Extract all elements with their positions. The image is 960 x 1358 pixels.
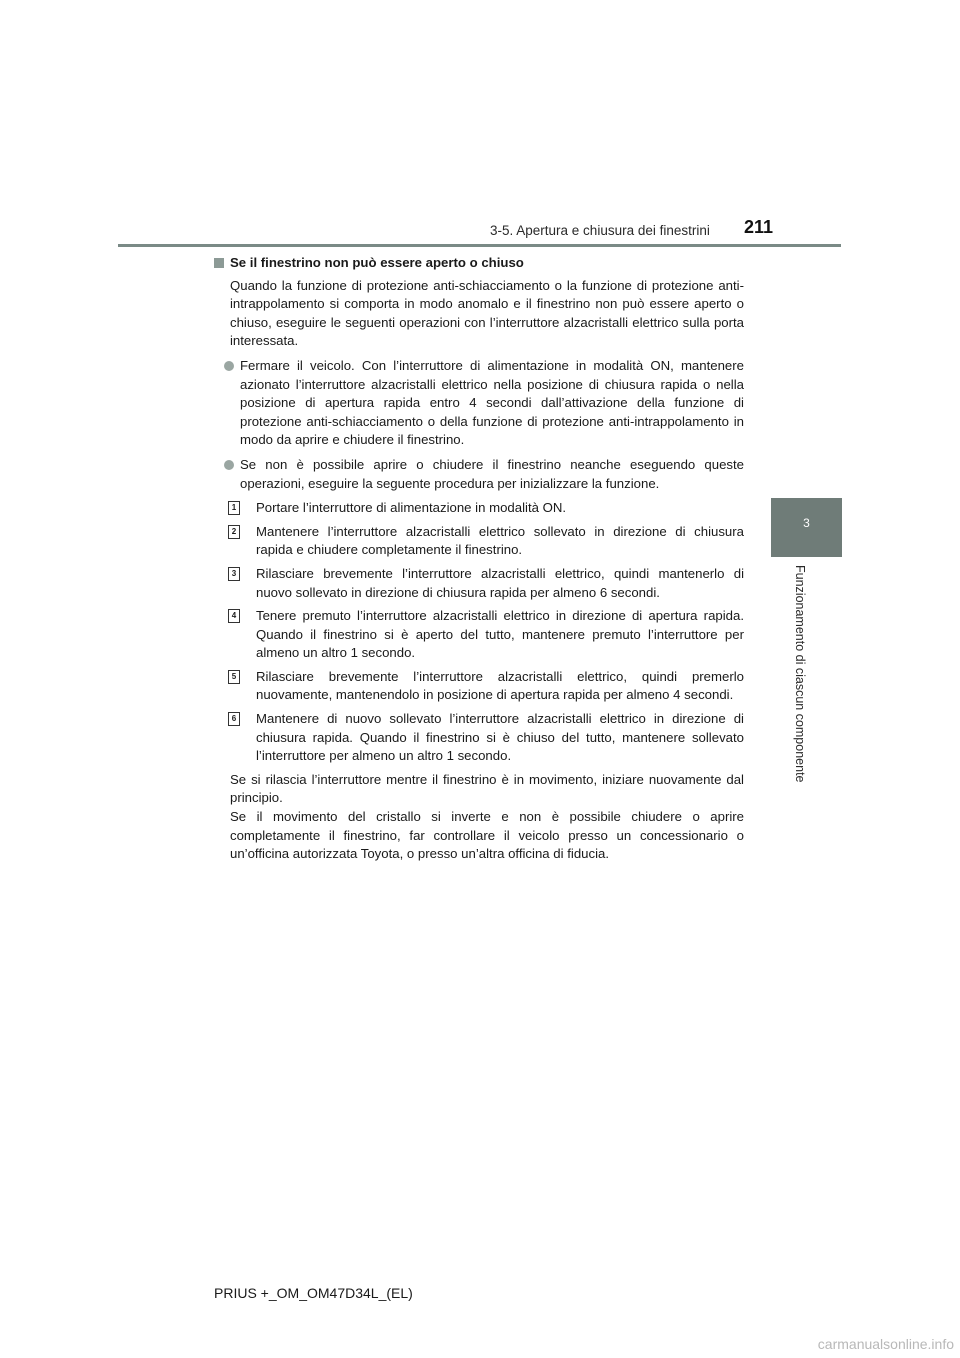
step-item [231, 499, 744, 518]
bullet-item [230, 357, 744, 450]
step-item [231, 523, 744, 560]
step-text: Tenere premuto l’interruttore alzacristalli elettrico in direzione di apertura rapida. Quando il finestrino si è aperto del tutto, mantenere premuto l’interruttore per almeno un altro 1 secondo. [256, 608, 744, 661]
circle-bullet-icon [224, 361, 234, 371]
section-heading [214, 254, 744, 273]
chapter-number: 3 [803, 516, 810, 530]
step-text: Rilasciare brevemente l’interruttore alzacristalli elettrico, quindi mantenerlo di nuovo sollevato in direzione di chiusura rapida per almeno 6 secondi. [256, 565, 744, 600]
bullet-text: Fermare il veicolo. Con l’interruttore di alimentazione in modalità ON, mantenere azionato l’interruttore alzacristalli elettrico nella posizione di chiusura rapida o nella posizione di apertura rapida entro 4 secondi dall’attivazione della funzione di protezione anti-schiacciamento o della funzione di protezione anti-intrappolamento in modo da aprire e chiudere il finestrino. [240, 357, 744, 448]
page-header [0, 0, 960, 250]
step-number: 2 [228, 525, 240, 539]
closing-text-1: Se si rilascia l’interruttore mentre il finestrino è in movimento, iniziare nuovamente dal principio. [230, 771, 744, 806]
step-list [231, 499, 744, 766]
header-rule [118, 244, 841, 247]
step-text: Mantenere l’interruttore alzacristalli elettrico sollevato in direzione di chiusura rapida e chiudere completamente il finestrino. [256, 523, 744, 558]
closing-text-2: Se il movimento del cristallo si inverte e non è possibile chiudere o aprire completamente il finestrino, far controllare il veicolo presso un concessionario o un’officina autorizzata Toyota, o presso un’altra officina di fiducia. [230, 809, 744, 862]
step-item [231, 607, 744, 663]
step-item [231, 710, 744, 766]
chapter-strip [771, 557, 842, 797]
intro-paragraph: Quando la funzione di protezione anti-schiacciamento o la funzione di protezione anti-intrappolamento si comporta in modo anomalo e il finestrino non può essere aperto o chiuso, eseguire le seguenti operazioni con l’interruttore alzacristalli elettrico sulla porta interessata. [230, 277, 744, 349]
document-code: PRIUS +_OM_OM47D34L_(EL) [214, 1285, 413, 1301]
section-title: 3-5. Apertura e chiusura dei finestrini [490, 223, 710, 238]
chapter-label: Funzionamento di ciascun componente [793, 565, 807, 783]
step-number: 3 [228, 567, 240, 581]
square-bullet-icon [214, 258, 224, 268]
step-number: 5 [228, 670, 240, 684]
section-heading-text: Se il finestrino non può essere aperto o chiuso [230, 255, 524, 270]
chapter-tab [771, 498, 842, 557]
watermark: carmanualsonline.info [817, 1336, 954, 1352]
page-number: 211 [744, 217, 774, 237]
step-number: 4 [228, 609, 240, 623]
bullet-item [230, 456, 744, 493]
step-item [231, 565, 744, 602]
circle-bullet-icon [224, 460, 234, 470]
step-text: Portare l’interruttore di alimentazione in modalità ON. [256, 500, 567, 516]
step-text: Mantenere di nuovo sollevato l’interruttore alzacristalli elettrico in direzione di chiusura rapida. Quando il finestrino si è chiuso del tutto, mantenere sollevato l’interruttore per almeno un altro 1 secondo. [256, 711, 744, 764]
bullet-text: Se non è possibile aprire o chiudere il finestrino neanche eseguendo queste operazioni, eseguire la seguente procedura per inizializzare la funzione. [240, 456, 744, 491]
step-number: 6 [228, 712, 240, 726]
step-number: 1 [228, 501, 240, 515]
closing-paragraph [230, 771, 744, 864]
main-content [214, 254, 744, 864]
step-item [231, 668, 744, 705]
step-text: Rilasciare brevemente l’interruttore alzacristalli elettrico, quindi premerlo nuovamente, mantenendolo in posizione di apertura rapida per almeno 4 secondi. [256, 668, 744, 703]
